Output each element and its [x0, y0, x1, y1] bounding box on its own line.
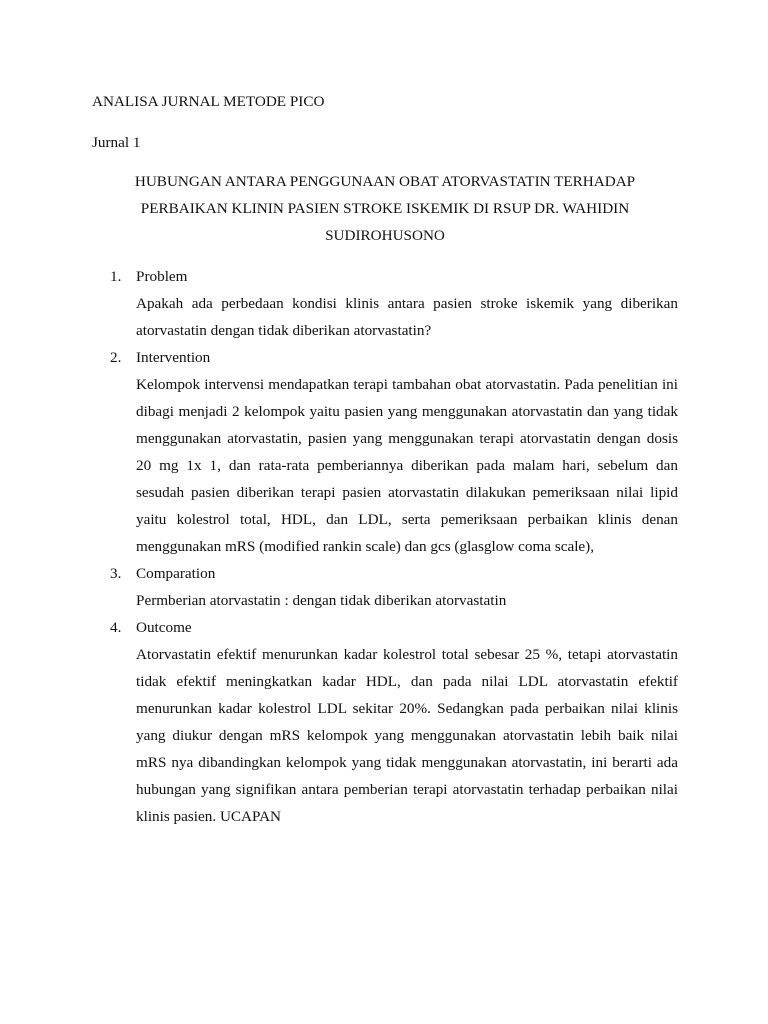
document-heading: ANALISA JURNAL METODE PICO — [92, 93, 325, 110]
pico-item-number: 4. — [110, 619, 122, 636]
journal-label: Jurnal 1 — [92, 134, 141, 151]
pico-item-comparation — [92, 560, 678, 614]
pico-item-body: Permberian atorvastatin : dengan tidak diberikan atorvastatin — [136, 592, 507, 609]
pico-list — [92, 263, 678, 830]
pico-item-number: 2. — [110, 349, 122, 366]
pico-item-body: Atorvastatin efektif menurunkan kadar kolestrol total sebesar 25 %, tetapi atorvastatin tidak efektif meningkatkan kadar HDL, dan pada nilai LDL atorvastatin efektif menurunkan kadar kolestrol LDL sekitar 20%. Sedangkan pada perbaikan nilai klinis yang diukur dengan mRS kelompok yang menggunakan atorvastatin lebih baik nilai mRS nya dibandingkan kelompok yang tidak menggunakan atorvastatin, ini berarti ada hubungan yang signifikan antara pemberian terapi atorvastatin terhadap perbaikan nilai klinis pasien. UCAPAN — [136, 646, 678, 825]
pico-item-label: Intervention — [136, 349, 211, 366]
pico-item-problem — [92, 263, 678, 344]
pico-item-body: Apakah ada perbedaan kondisi klinis antara pasien stroke iskemik yang diberikan atorvastatin dengan tidak diberikan atorvastatin? — [136, 295, 678, 339]
pico-item-outcome — [92, 614, 678, 830]
pico-item-number: 1. — [110, 268, 122, 285]
pico-item-label: Outcome — [136, 619, 192, 636]
pico-item-label: Comparation — [136, 565, 216, 582]
pico-item-intervention — [92, 344, 678, 560]
pico-item-body: Kelompok intervensi mendapatkan terapi tambahan obat atorvastatin. Pada penelitian ini dibagi menjadi 2 kelompok yaitu pasien yang menggunakan atorvastatin dan yang tidak menggunakan atorvastatin, pasien yang menggunakan terapi atorvastatin dengan dosis 20 mg 1x 1, dan rata-rata pemberiannya diberikan pada malam hari, sebelum dan sesudah pasien diberikan terapi pasien atorvastatin dilakukan pemeriksaan nilai lipid yaitu kolestrol total, HDL, dan LDL, serta pemeriksaan perbaikan klinis denan menggunakan mRS (modified rankin scale) dan gcs (glasglow coma scale), — [136, 376, 678, 555]
pico-item-label: Problem — [136, 268, 188, 285]
journal-title: HUBUNGAN ANTARA PENGGUNAAN OBAT ATORVASTATIN TERHADAP PERBAIKAN KLININ PASIEN STROKE ISKEMIK DI RSUP DR. WAHIDIN SUDIROHUSONO — [134, 173, 636, 244]
pico-item-number: 3. — [110, 565, 122, 582]
